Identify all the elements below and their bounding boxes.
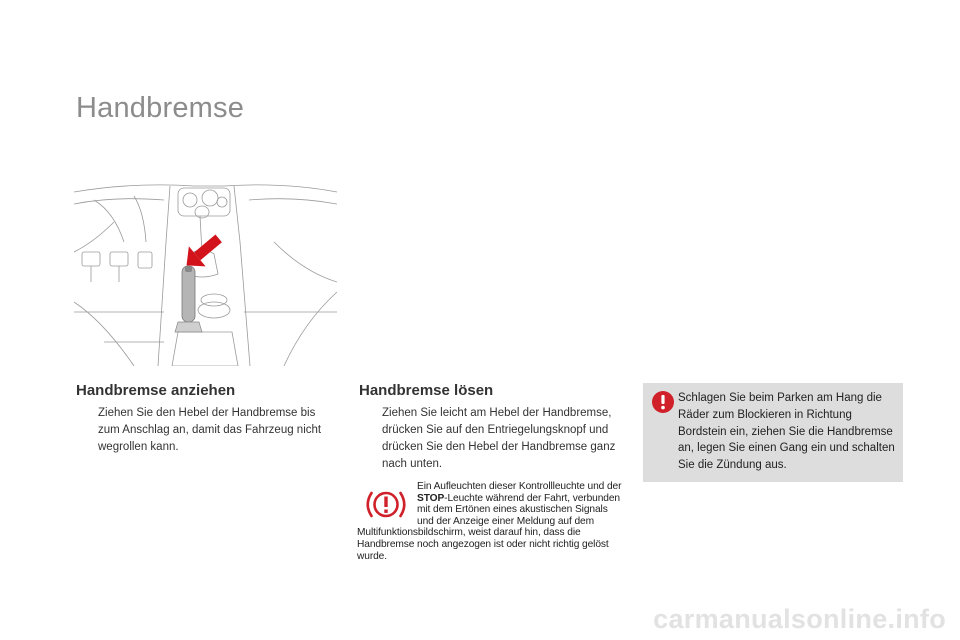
brake-warning-icon	[361, 486, 411, 523]
parking-note-box	[643, 383, 903, 482]
watermark: carmanualsonline.info	[653, 604, 946, 634]
parking-note-text: Schlagen Sie beim Parken am Hang die Räder zum Blockieren in Richtung Bordstein ein, ziehen Sie die Handbremse an, legen Sie einen Gang ein und schalten Sie die Zündung aus.	[678, 392, 895, 472]
bullet-item-apply	[76, 405, 331, 456]
bullet-text: Ziehen Sie leicht am Hebel der Handbremse, drücken Sie auf den Entriegelungsknopf und drücken Sie den Hebel der Handbremse ganz nach unten.	[382, 407, 616, 470]
exclamation-warning-icon	[651, 390, 675, 414]
warning-lamp-note	[357, 481, 623, 562]
bullet-text: Ziehen Sie den Hebel der Handbremse bis zum Anschlag an, damit das Fahrzeug nicht wegrollen kann.	[98, 407, 322, 453]
warning-lamp-text: Ein Aufleuchten dieser Kontrollleuchte und der STOP-Leuchte während der Fahrt, verbunden mit dem Ertönen eines akustischen Signals und der Anzeige einer Meldung auf dem Multifunktionsbildschirm, weist darauf hin, dass die Handbremse noch angezogen ist oder nicht richtig gelöst wurde.	[357, 481, 622, 562]
handbrake-illustration	[74, 182, 337, 366]
bullet-item-release	[360, 405, 618, 473]
page-title: Handbremse	[76, 92, 245, 124]
section-heading-apply: Handbremse anziehen	[76, 382, 236, 399]
section-heading-release: Handbremse lösen	[359, 382, 494, 399]
